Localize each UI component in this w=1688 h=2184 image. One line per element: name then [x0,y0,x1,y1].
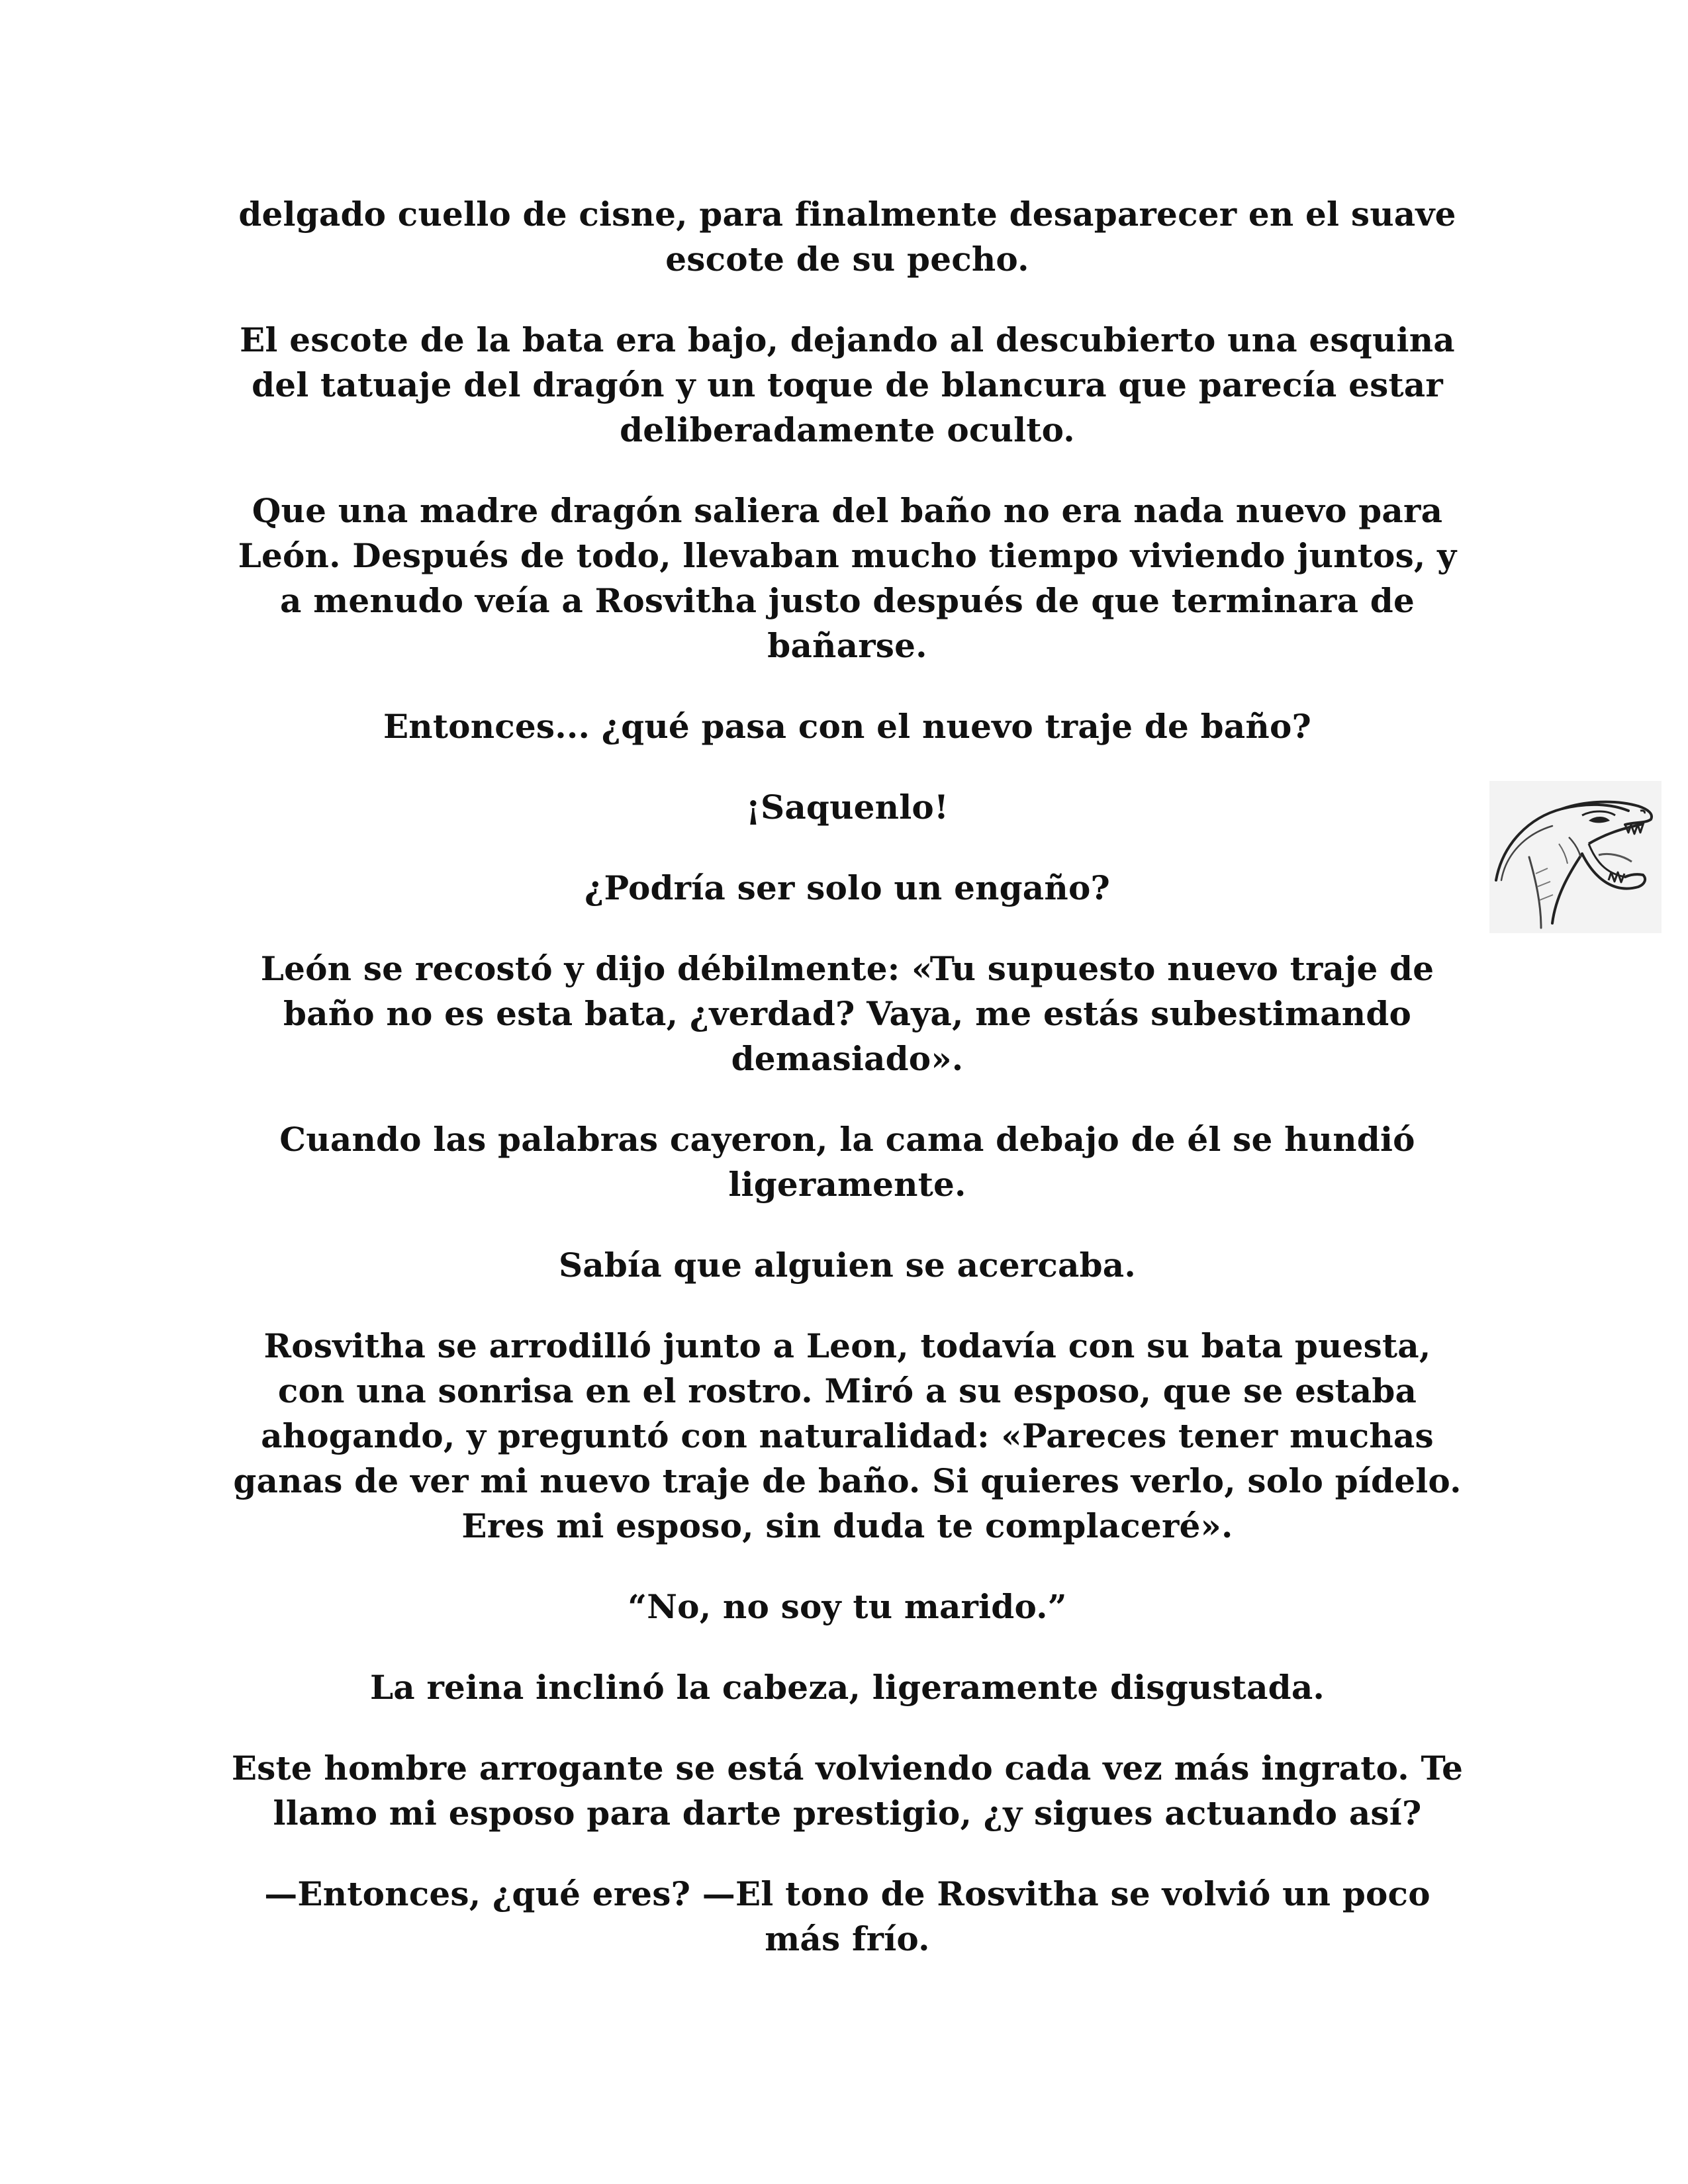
paragraph-5: ¡Saquenlo! [745,788,949,827]
paragraph-11: “No, no soy tu marido.” [628,1587,1067,1626]
paragraph-2: El escote de la bata era bajo, dejando al descubierto una esquina del tatuaje del dragón y un toque de blancura que parecía estar deliberadamente oculto. [240,320,1455,449]
dragon-head-sketch-icon [1489,781,1662,933]
paragraph-1: delgado cuello de cisne, para finalmente desaparecer en el suave escote de su pecho. [238,195,1456,279]
paragraph-3: Que una madre dragón saliera del baño no era nada nuevo para León. Después de todo, llevaban mucho tiempo viviendo juntos, y a menudo veía a Rosvitha justo después de que terminara de bañarse. [238,491,1457,665]
paragraph-8: Cuando las palabras cayeron, la cama debajo de él se hundió ligeramente. [279,1120,1415,1204]
paragraph-10: Rosvitha se arrodilló junto a Leon, todavía con su bata puesta, con una sonrisa en el rostro. Miró a su esposo, que se estaba ahogando, y preguntó con naturalidad: «Pareces tener muchas ganas de ver mi nuevo traje de baño. Si quieres verlo, solo pídelo. Eres mi esposo, sin duda te complaceré». [233,1326,1462,1545]
paragraph-13: Este hombre arrogante se está volviendo cada vez más ingrato. Te llamo mi esposo para darte prestigio, ¿y sigues actuando así? [231,1749,1464,1833]
paragraph-6: ¿Podría ser solo un engaño? [585,868,1110,907]
paragraph-7: León se recostó y dijo débilmente: «Tu supuesto nuevo traje de baño no es esta bata, ¿verdad? Vaya, me estás subestimando demasiado». [260,949,1434,1078]
paragraph-14: —Entonces, ¿qué eres? —El tono de Rosvitha se volvió un poco más frío. [264,1874,1430,1958]
text-column [225,192,1470,1997]
paragraph-12: La reina inclinó la cabeza, ligeramente disgustada. [369,1668,1325,1707]
paragraph-9: Sabía que alguien se acercaba. [558,1246,1137,1285]
paragraph-4: Entonces... ¿qué pasa con el nuevo traje de baño? [383,707,1311,746]
